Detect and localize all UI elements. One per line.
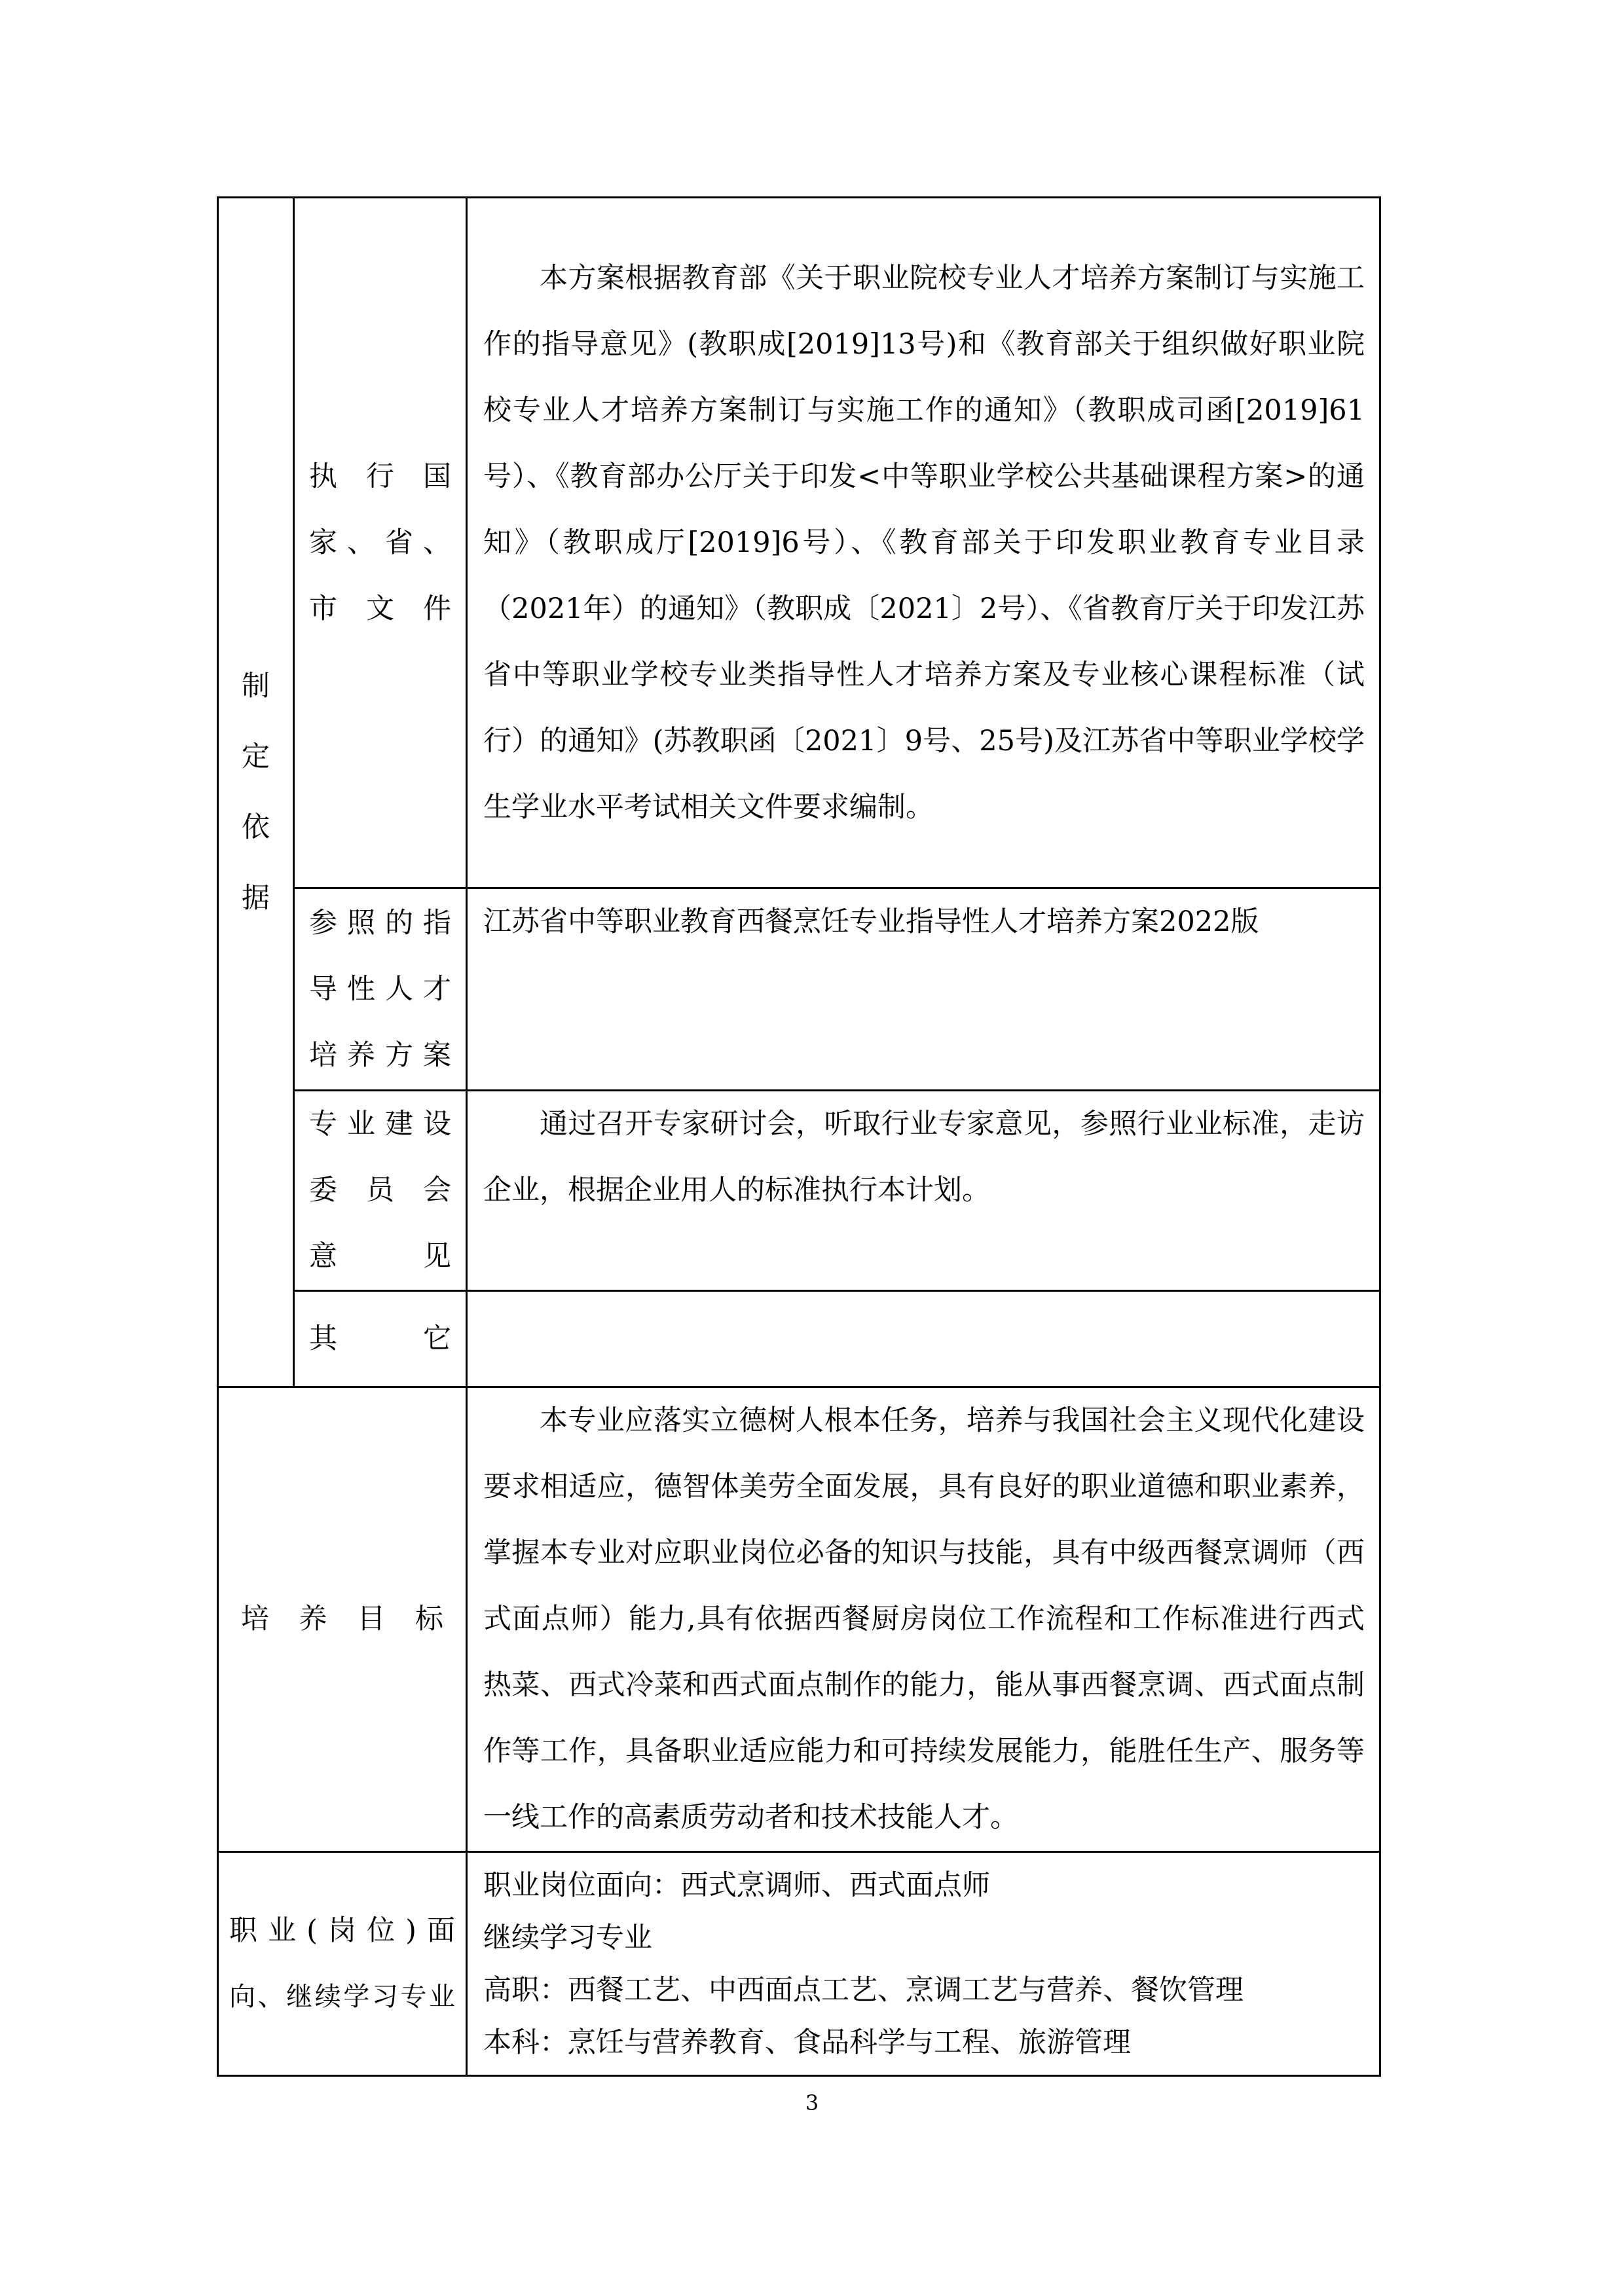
label-line: 委员会 xyxy=(309,1174,451,1207)
row-label-guiding-plan xyxy=(294,888,467,1091)
objective-text: 本专业应落实立德树人根本任务，培养与我国社会主义现代化建设要求相适应，德智体美劳全面发展，具有良好的职业道德和职业素养，掌握本专业对应职业岗位必备的知识与技能，具有中级西餐烹调师（西式面点师）能力,具有依据西餐厨房岗位工作流程和工作标准进行西式热菜、西式冷菜和西式面点制作的能力，能从事西餐烹调、西式面点制作等工作，具备职业适应能力和可持续发展能力，能胜任生产、服务等一线工作的高素质劳动者和技术技能人才。 xyxy=(483,1404,1365,1834)
label-line: 意见 xyxy=(309,1240,451,1273)
documents-text: 本方案根据教育部《关于职业院校专业人才培养方案制订与实施工作的指导意见》(教职成[2019]13号)和《教育部关于组织做好职业院校专业人才培养方案制订与实施工作的通知》（教职成司函[2019]61号）、《教育部办公厅关于印发<中等职业学校公共基础课程方案>的通知》（教职成厅[2019]6号）、《教育部关于印发职业教育专业目录（2021年）的通知》（教职成〔2021〕2号）、《省教育厅关于印发江苏省中等职业学校专业类指导性人才培养方案及专业核心课程标准（试行）的通知》(苏教职函〔2021〕9号、25号)及江苏省中等职业学校学生学业水平考试相关文件要求编制。 xyxy=(483,261,1365,824)
basis-label-char: 据 xyxy=(242,882,270,915)
career-line: 本科：烹饪与营养教育、食品科学与工程、旅游管理 xyxy=(483,2026,1131,2059)
row-label-committee xyxy=(294,1091,467,1291)
table-row xyxy=(218,888,1380,1091)
label-line: 家、省、 xyxy=(309,526,451,559)
row-label-career xyxy=(218,1852,467,2076)
objective-content xyxy=(467,1387,1380,1852)
label-line: 专业建设 xyxy=(309,1108,451,1140)
basis-label-char: 依 xyxy=(242,811,270,844)
label-line: 职业(岗位)面 xyxy=(229,1914,455,1947)
basis-section-label xyxy=(218,198,294,1387)
basis-label-char: 定 xyxy=(242,740,270,773)
career-line: 高职：西餐工艺、中西面点工艺、烹调工艺与营养、餐饮管理 xyxy=(483,1973,1244,2007)
label-line: 其它 xyxy=(309,1322,451,1355)
label-line: 培养方案 xyxy=(309,1038,451,1072)
career-content xyxy=(467,1852,1380,2076)
table-row xyxy=(218,1387,1380,1852)
row-label-documents xyxy=(294,198,467,888)
label-line: 执行国 xyxy=(309,460,451,493)
label-line: 导性人才 xyxy=(309,972,451,1006)
plan-table xyxy=(217,196,1381,2077)
committee-content xyxy=(467,1091,1380,1291)
documents-content xyxy=(467,198,1380,888)
row-label-objective xyxy=(218,1387,467,1852)
committee-text: 通过召开专家研讨会，听取行业专家意见，参照行业业标准，走访企业，根据企业用人的标准执行本计划。 xyxy=(483,1108,1365,1207)
guiding-plan-text: 江苏省中等职业教育西餐烹饪专业指导性人才培养方案2022版 xyxy=(483,905,1259,938)
table-row xyxy=(218,1091,1380,1291)
guiding-plan-content xyxy=(467,888,1380,1091)
basis-label-char: 制 xyxy=(242,670,270,702)
career-line: 职业岗位面向：西式烹调师、西式面点师 xyxy=(483,1868,990,1902)
table-row xyxy=(218,1291,1380,1387)
other-content xyxy=(467,1291,1380,1387)
table-row xyxy=(218,1852,1380,2076)
label-line: 向、继续学习专业 xyxy=(229,1981,455,2012)
objective-label: 培养目标 xyxy=(241,1603,443,1635)
table-row xyxy=(218,198,1380,888)
page-number: 3 xyxy=(805,2090,819,2115)
label-line: 参照的指 xyxy=(309,906,451,939)
row-label-other xyxy=(294,1291,467,1387)
career-line: 继续学习专业 xyxy=(483,1921,652,1954)
label-line: 市文件 xyxy=(309,592,451,625)
